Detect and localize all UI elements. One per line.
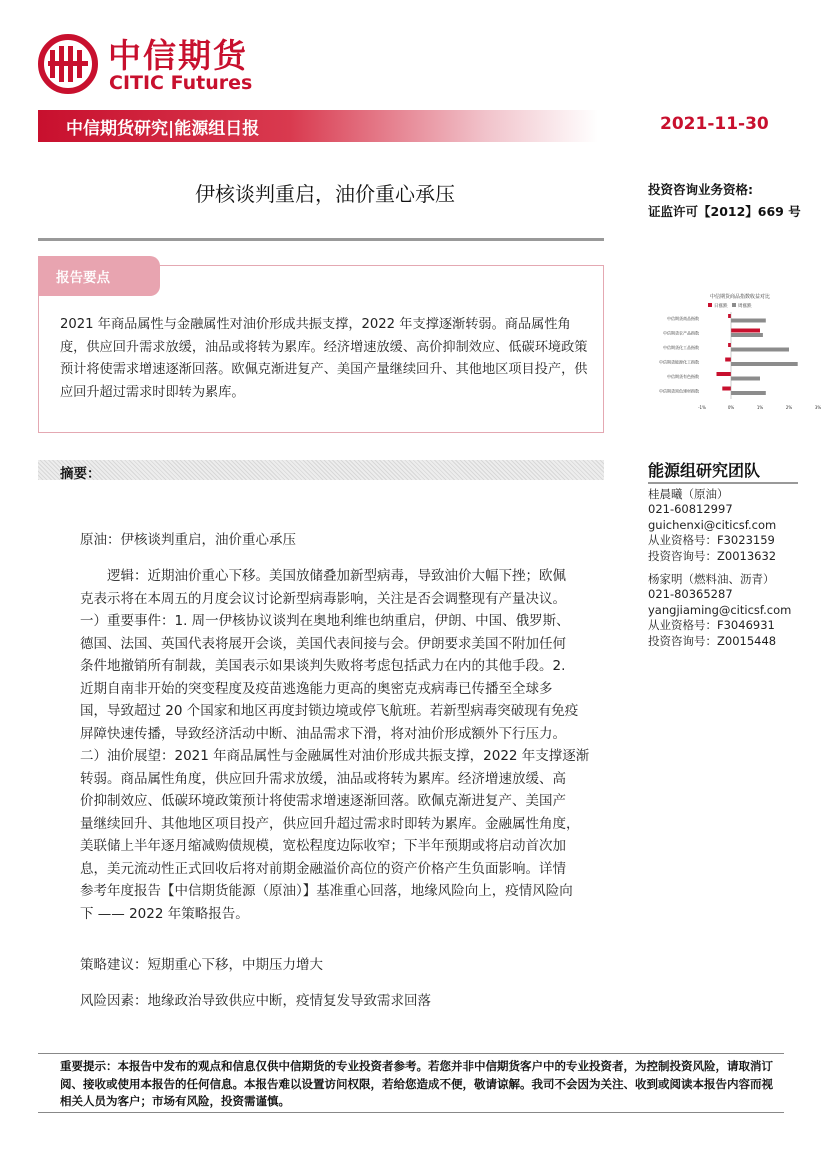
summary-line: 克表示将在本周五的月度会议讨论新型病毒影响，关注是否会调整现有产量决议。 bbox=[80, 590, 566, 607]
title-divider bbox=[38, 238, 604, 241]
summary-line: 条件地撤销所有制裁，美国表示如果谈判失败将考虑包括武力在内的其他手段。2. bbox=[80, 658, 566, 674]
summary-line: 转弱。商品属性角度，供应回升需求放缓，油品或将转为累库。经济增速放缓、高 bbox=[80, 770, 566, 787]
team-divider bbox=[648, 482, 798, 484]
summary-line: 息，美元流动性正式回收后将对前期金融溢价高位的资产价格产生负面影响。详情 bbox=[80, 860, 566, 877]
chart-tick-label: -1% bbox=[698, 405, 706, 410]
license-label: 投资咨询业务资格: bbox=[648, 182, 753, 197]
chart-bar bbox=[731, 391, 766, 395]
chart-tick-label: 2% bbox=[785, 405, 793, 410]
index-return-chart bbox=[640, 286, 824, 416]
chart-bar bbox=[728, 314, 731, 318]
chart-bar bbox=[722, 387, 731, 391]
strategy-advice: 策略建议：短期重心下移，中期压力增大 bbox=[80, 957, 323, 973]
brand-name-cn: 中信期货 bbox=[108, 36, 248, 75]
chart-tick-label: 0% bbox=[727, 405, 735, 410]
chart-bar bbox=[731, 333, 763, 337]
chart-bar bbox=[728, 343, 731, 347]
summary-line: 二）油价展望：2021 年商品属性与金融属性对油价形成共振支撑，2022 年支撑逐渐 bbox=[80, 748, 590, 764]
summary-line: 近期自南非开始的突变程度及疫苗逃逸能力更高的奥密克戎病毒已传播至全球多 bbox=[80, 680, 553, 697]
chart-bar bbox=[731, 362, 798, 366]
chart-category-label: 中信期货有色指数 bbox=[667, 374, 699, 379]
chart-bar bbox=[731, 377, 760, 381]
chart-bar bbox=[731, 329, 760, 333]
chart-category-label: 中信期货能源化工指数 bbox=[659, 359, 699, 365]
chart-bar bbox=[731, 348, 789, 352]
summary-header-bar bbox=[38, 460, 604, 480]
team-title: 能源组研究团队 bbox=[648, 461, 761, 480]
report-date: 2021-11-30 bbox=[660, 114, 769, 134]
summary-line: 一）重要事件：1. 周一伊核协议谈判在奥地利维也纳重启，伊朗、中国、俄罗斯、 bbox=[80, 613, 570, 629]
chart-category-label: 中信期货商品指数 bbox=[667, 316, 699, 321]
summary-line: 逻辑：近期油价重心下移。美国放储叠加新型病毒，导致油价大幅下挫；欧佩 bbox=[107, 568, 566, 584]
chart-tick-label: 1% bbox=[756, 405, 764, 410]
page-title: 伊核谈判重启，油价重心承压 bbox=[195, 182, 455, 206]
summary-line: 美联储上半年逐月缩减购债规模，宽松程度边际收窄；下半年预期或将启动首次加 bbox=[80, 838, 566, 854]
citic-logo-icon bbox=[38, 34, 98, 94]
chart-bar bbox=[717, 372, 732, 376]
legend-weekly: 周涨跌 bbox=[738, 304, 752, 309]
summary-line: 屏障快速传播，导致经济活动中断、油品需求下滑，将对油价形成额外下行压力。 bbox=[80, 725, 566, 742]
brand-name-en: CITIC Futures bbox=[109, 72, 253, 94]
chart-bar bbox=[725, 358, 731, 362]
key-points-label: 报告要点 bbox=[56, 270, 110, 286]
chart-tick-label: 3% bbox=[814, 405, 822, 410]
summary-line: 参考年度报告【中信期货能源（原油）】基准重心回落，地缘风险向上，疫情风险向 bbox=[80, 883, 573, 899]
summary-line: 量继续回升、其他地区项目投产，供应回升超过需求时即转为累库。金融属性角度， bbox=[80, 815, 580, 832]
summary-line: 国，导致超过 20 个国家和地区再度封锁边境或停飞航班。若新型病毒突破现有免疫 bbox=[80, 703, 579, 719]
chart-category-label: 中信期货黑色建材指数 bbox=[659, 388, 699, 394]
summary-line: 德国、法国、英国代表将展开会谈，美国代表间接与会。伊朗要求美国不附加任何 bbox=[80, 635, 566, 652]
footer-divider bbox=[38, 1053, 784, 1054]
chart-bar bbox=[731, 319, 766, 323]
chart-category-label: 中信期货化工品指数 bbox=[663, 345, 699, 350]
summary-label: 摘要： bbox=[60, 466, 101, 482]
disclaimer: 重要提示：本报告中发布的观点和信息仅供中信期货的专业投资者参考。若您并非中信期货客户中的专业投资者，为控制投资风险，请取消订阅、接收或使用本报告的任何信息。本报告难以设置访问权限，若给您造成不便，敬请谅解。我司不会因为关注、收到或阅读本报告内容而视相关人员为客户；市场有风险，投资需谨慎。 bbox=[60, 1059, 773, 1108]
footer-divider bbox=[38, 1112, 784, 1113]
chart-title: 中信期货商品指数收益对比 bbox=[709, 294, 771, 300]
summary-line: 下 —— 2022 年策略报告。 bbox=[80, 905, 249, 922]
risk-factors: 风险因素：地缘政治导致供应中断，疫情复发导致需求回落 bbox=[80, 993, 431, 1009]
summary-body bbox=[80, 565, 590, 925]
key-points-text: 2021 年商品属性与金融属性对油价形成共振支撑，2022 年支撑逐渐转弱。商品属性角度，供应回升需求放缓，油品或将转为累库。经济增速放缓、高价抑制效应、低碳环境政策预计将使需求增速逐渐回落。欧佩克渐进复产、美国产量继续回升、其他地区项目投产，供应回升超过需求时即转为累库。 bbox=[60, 317, 588, 400]
summary-line: 价抑制效应、低碳环境政策预计将使需求增速逐渐回落。欧佩克渐进复产、美国产 bbox=[80, 793, 566, 809]
license-number: 证监许可【2012】669 号 bbox=[648, 204, 801, 219]
legend-swatch-weekly bbox=[732, 303, 736, 307]
team-member: 杨家明（燃料油、沥青） 021-80365287 yangjiaming@citicsf.com 从业资格号：F3046931 投资咨询号：Z0015448 bbox=[648, 572, 792, 648]
crude-headline: 原油：伊核谈判重启，油价重心承压 bbox=[80, 532, 296, 548]
chart-category-label: 中信期货农产品指数 bbox=[663, 330, 699, 336]
legend-swatch-daily bbox=[708, 303, 712, 307]
team-member: 桂晨曦（原油） 021-60812997 guichenxi@citicsf.com 从业资格号：F3023159 投资咨询号：Z0013632 bbox=[648, 487, 777, 563]
legend-daily: 日涨跌 bbox=[714, 304, 728, 309]
banner-title: 中信期货研究|能源组日报 bbox=[66, 119, 260, 139]
